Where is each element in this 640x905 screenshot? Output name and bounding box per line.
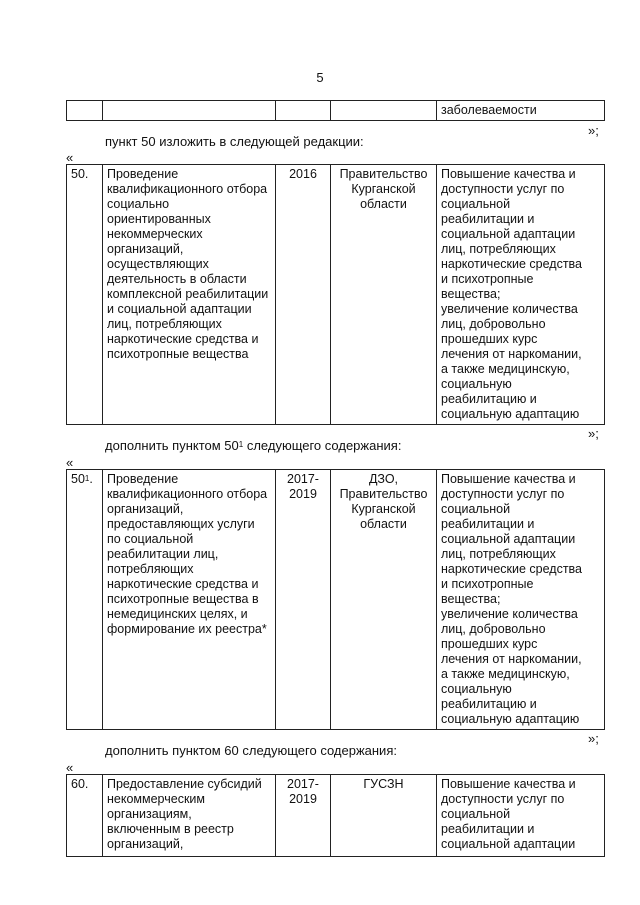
item-number: $50^1$. — [67, 470, 103, 730]
table-continuation — [66, 100, 605, 121]
table-item-50 — [66, 164, 605, 425]
item-result: Повышение качества и доступности услуг по социальной реабилитации и социальной адаптации лиц, потребляющих наркотические средства и психотропные вещества; увеличение количества лиц, добровольно прошедших курс лечения от наркомании, а также медицинскую, социальную реабилитацию и социальную адаптацию — [437, 470, 605, 730]
item-result: Повышение качества и доступности услуг по социальной реабилитации и социальной адаптации — [437, 775, 605, 857]
table-row — [67, 165, 605, 425]
opening-quote: « — [66, 760, 74, 775]
opening-quote: « — [66, 150, 74, 165]
item-name: Проведение квалификационного отбора организаций, предоставляющих услуги по социальной реабилитации лиц, потребляющих наркотические средства и психотропные вещества в немедицинских целях, и формирование их реестра* — [103, 470, 276, 730]
closing-quote: »; — [588, 426, 599, 441]
item-year: 2016 — [276, 165, 331, 425]
item-executor: ГУСЗН — [331, 775, 437, 857]
item-name: Проведение квалификационного отбора социально ориентированных некоммерческих организаций, осуществляющих деятельность в области комплексной реабилитации и социальной адаптации лиц, потребляющих наркотические средства и психотропные вещества — [103, 165, 276, 425]
item-result: Повышение качества и доступности услуг по социальной реабилитации и социальной адаптации лиц, потребляющих наркотические средства и психотропные вещества; увеличение количества лиц, добровольно прошедших курс лечения от наркомании, а также медицинскую, социальную реабилитацию и социальную адаптацию — [437, 165, 605, 425]
table-item-50-1 — [66, 469, 605, 730]
page-number: 5 — [316, 70, 324, 85]
result-cell: заболеваемости — [437, 101, 605, 121]
item-year: 2017- 2019 — [276, 470, 331, 730]
item-executor: Правительство Курганской области — [331, 165, 437, 425]
instruction-item-50: пункт 50 изложить в следующей редакции: — [105, 134, 364, 149]
table-item-60 — [66, 774, 605, 857]
item-number: 60. — [67, 775, 103, 857]
item-name: Предоставление субсидий некоммерческим организациям, включенным в реестр организаций, — [103, 775, 276, 857]
item-executor: ДЗО, Правительство Курганской области — [331, 470, 437, 730]
closing-quote: »; — [588, 123, 599, 138]
instruction-item-50-1: дополнить пунктом $50^1$ следующего содержания: — [105, 438, 402, 453]
closing-quote: »; — [588, 731, 599, 746]
item-year: 2017- 2019 — [276, 775, 331, 857]
opening-quote: « — [66, 455, 74, 470]
table-row — [67, 470, 605, 730]
table-row — [67, 775, 605, 857]
table-row — [67, 101, 605, 121]
instruction-item-60: дополнить пунктом 60 следующего содержания: — [105, 743, 397, 758]
item-number: 50. — [67, 165, 103, 425]
